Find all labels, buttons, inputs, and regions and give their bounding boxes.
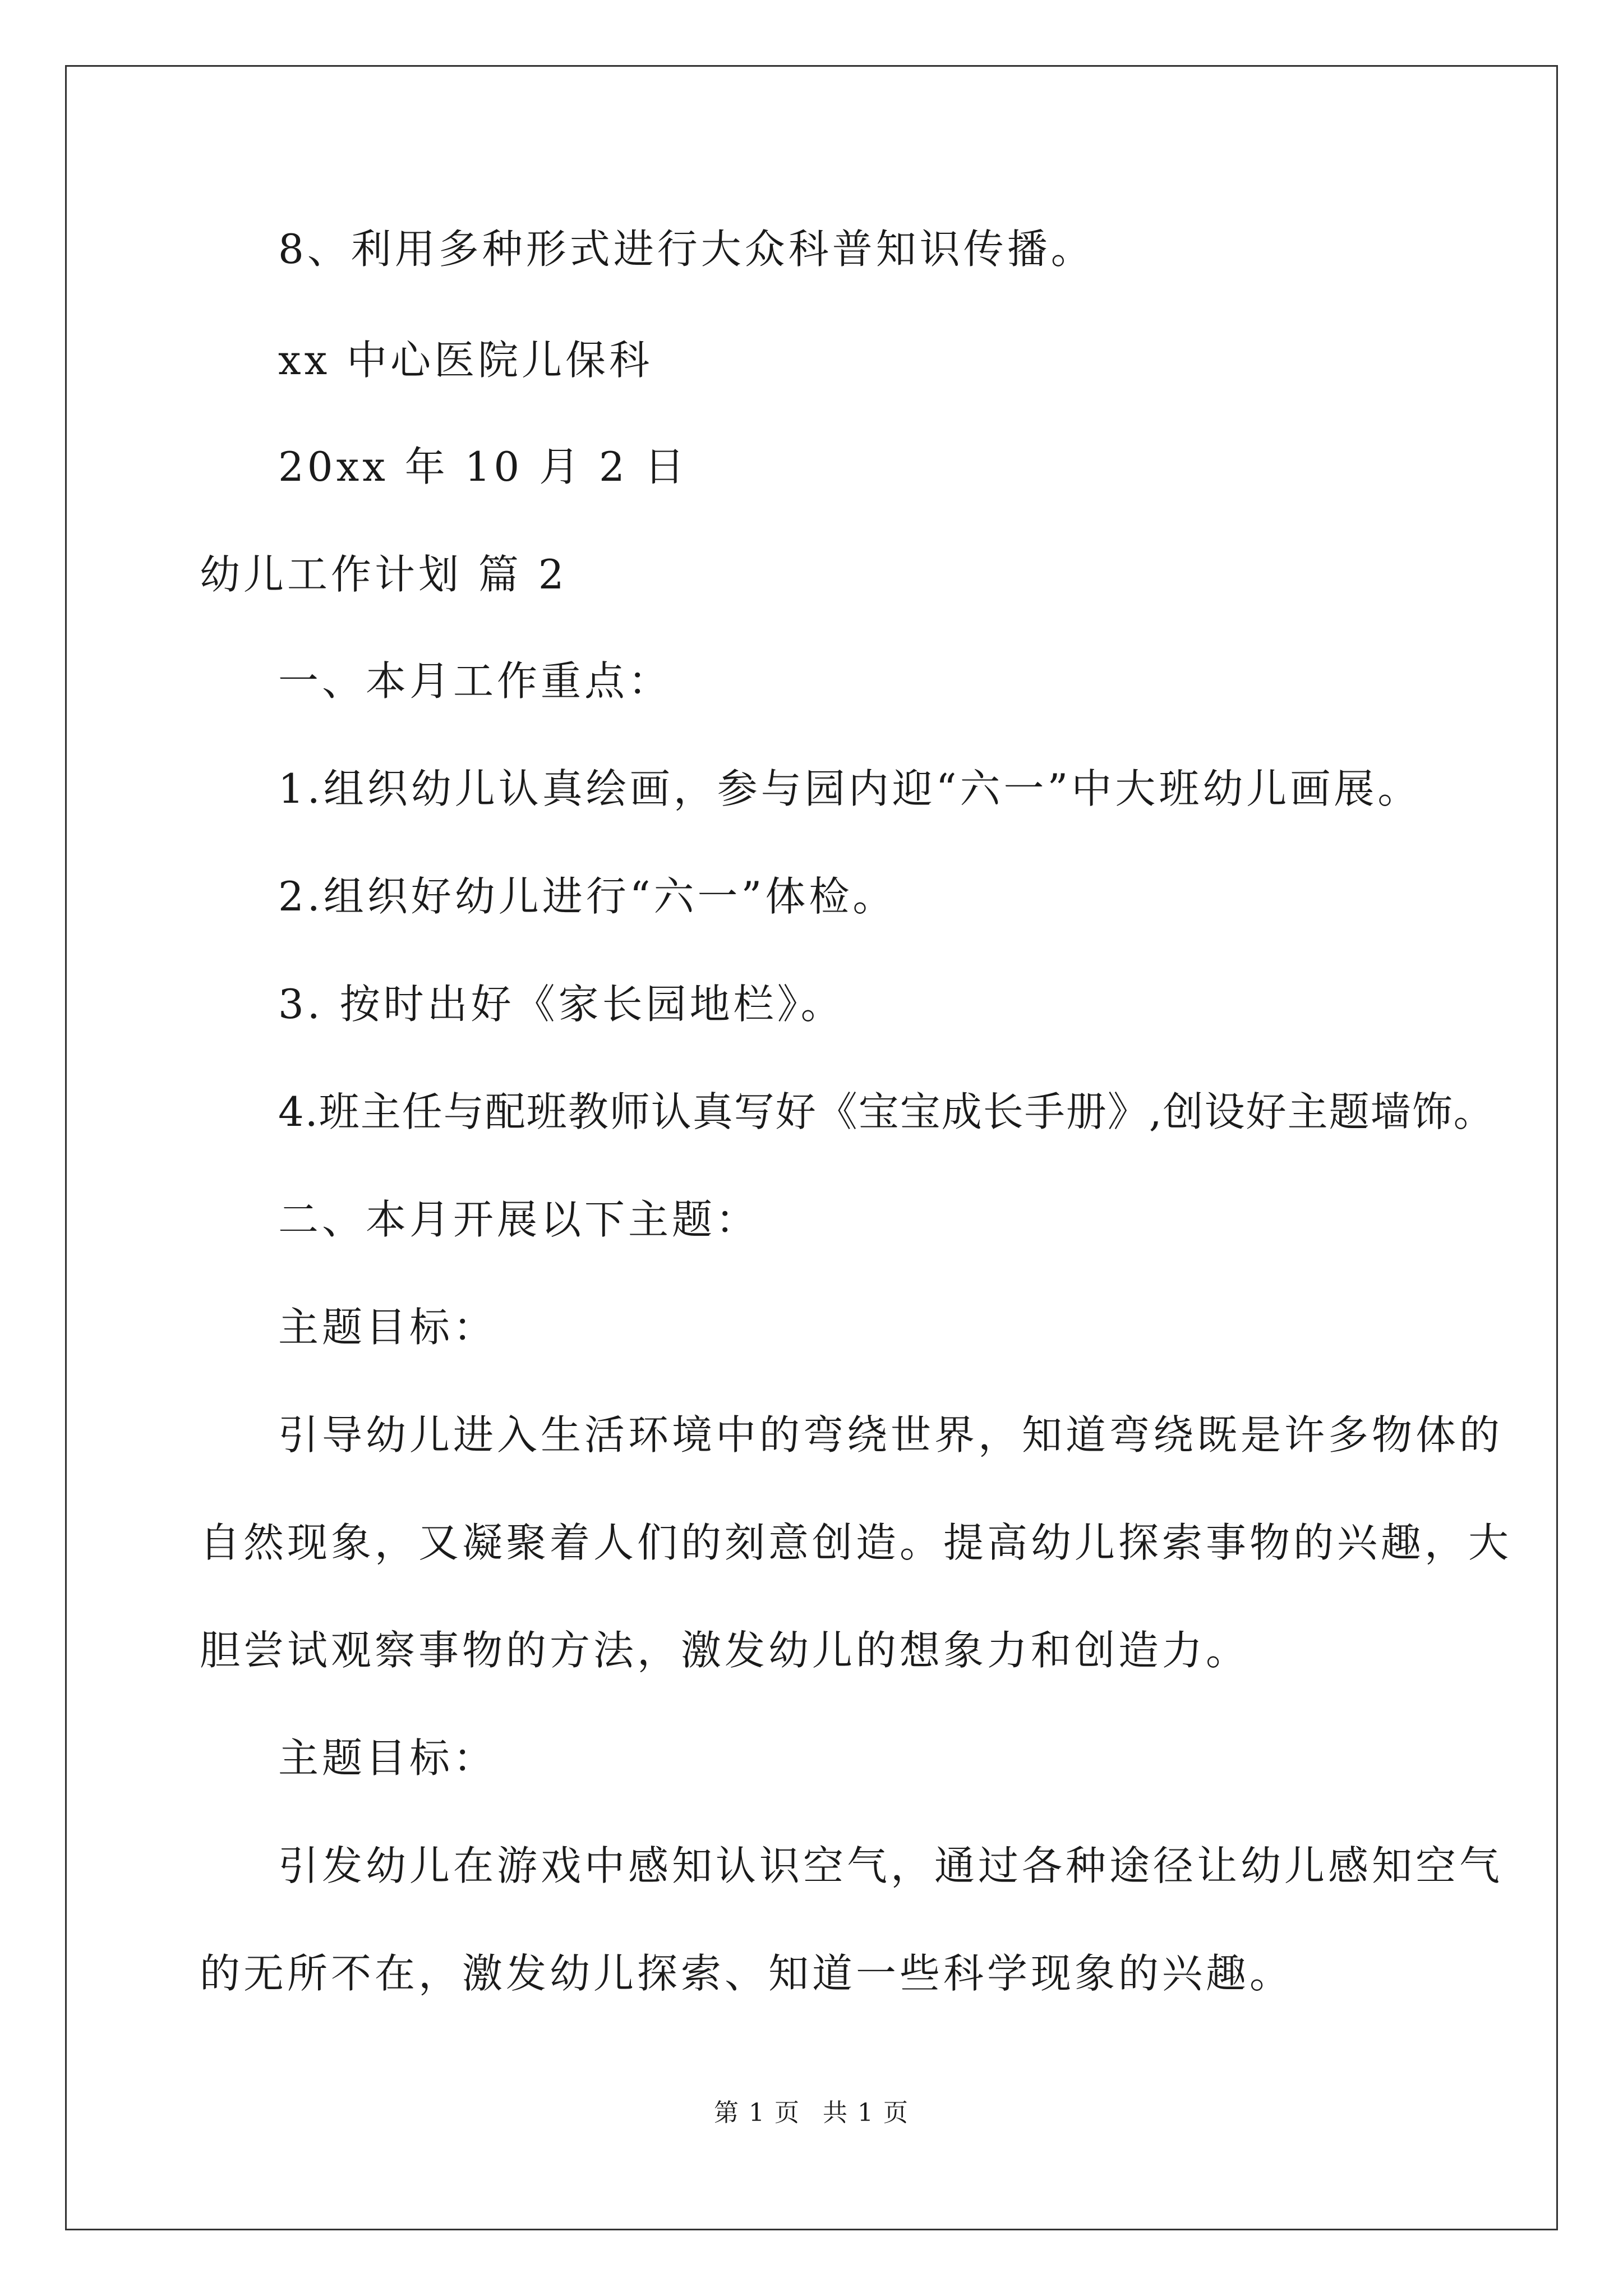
theme-goal-text-1-line-1: 引导幼儿进入生活环境中的弯绕世界，知道弯绕既是许多物体的 <box>278 1411 1504 1458</box>
theme-goal-label-2: 主题目标： <box>278 1734 497 1782</box>
focus-item-3: 3. 按时出好《家长园地栏》。 <box>278 981 845 1028</box>
heading-themes: 二、本月开展以下主题： <box>278 1196 760 1243</box>
signature-date: 20xx 年 10 月 2 日 <box>278 443 688 490</box>
heading-work-focus: 一、本月工作重点： <box>278 657 672 705</box>
paragraph-list-item-8: 8、利用多种形式进行大众科普知识传播。 <box>278 226 1095 273</box>
focus-item-4: 4.班主任与配班教师认真写好《宝宝成长手册》,创设好主题墙饰。 <box>278 1088 1495 1135</box>
signature-department: xx 中心医院儿保科 <box>278 337 653 384</box>
theme-goal-text-1-line-3: 胆尝试观察事物的方法，激发幼儿的想象力和创造力。 <box>200 1627 1250 1674</box>
theme-goal-text-1-line-2: 自然现象，又凝聚着人们的刻意创造。提高幼儿探索事物的兴趣，大 <box>200 1519 1513 1566</box>
focus-item-1: 1.组织幼儿认真绘画，参与园内迎“六一”中大班幼儿画展。 <box>278 765 1422 812</box>
theme-goal-text-2-line-2: 的无所不在，激发幼儿探索、知道一些科学现象的兴趣。 <box>200 1950 1294 1997</box>
page-number: 第 1 页 <box>714 2099 800 2127</box>
theme-goal-label-1: 主题目标： <box>278 1304 497 1351</box>
section-title: 幼儿工作计划 篇 2 <box>200 551 568 598</box>
page-border <box>65 65 1558 2230</box>
theme-goal-text-2-line-1: 引发幼儿在游戏中感知认识空气，通过各种途径让幼儿感知空气 <box>278 1842 1504 1889</box>
page-total: 共 1 页 <box>823 2099 909 2127</box>
focus-item-2: 2.组织好幼儿进行“六一”体检。 <box>278 873 897 920</box>
page-footer <box>0 2092 1623 2128</box>
